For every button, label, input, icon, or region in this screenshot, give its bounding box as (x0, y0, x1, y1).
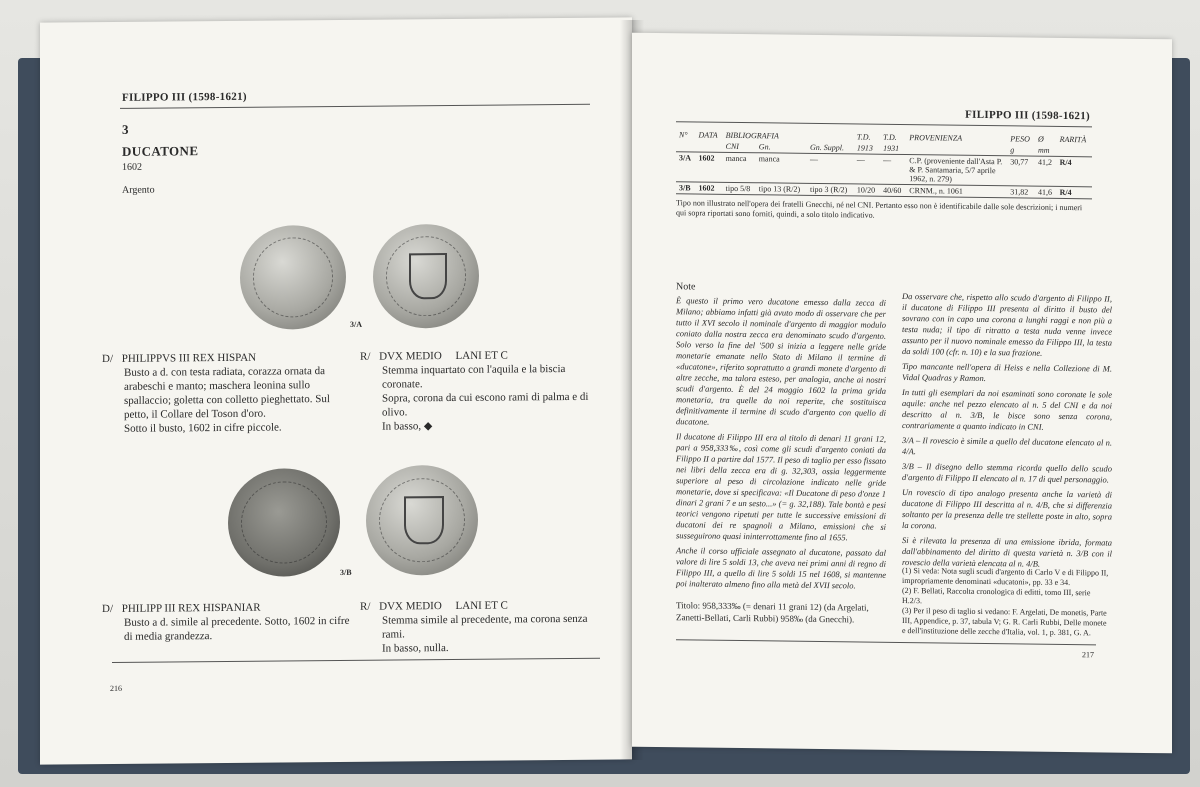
coin-3a-obverse-image (240, 225, 346, 330)
table-cell: 41,2 (1037, 157, 1052, 167)
table-subheader: 1931 (883, 143, 900, 153)
table-cell: CRNM., n. 1061 (909, 186, 963, 196)
obverse-mark: D/ (102, 602, 113, 616)
item-title: DUCATONE (122, 143, 199, 159)
table-header: PROVENIENZA (909, 133, 963, 143)
reverse-3b-text: Stemma simile al precedente, ma corona senza rami. (382, 612, 588, 641)
reverse-3b-description (360, 598, 590, 656)
table-subheader: 1913 (856, 143, 873, 153)
note-paragraph: Anche il corso ufficiale assegnato al ducatone, passato dal valore di lire 5 soldi 13, che aveva nei primi anni di regno di Filippo III, a quello di lire 5 soldi 15 nel 1608, si mantenne poi inalterato almeno fino alla metà del XVII secolo. (676, 545, 886, 591)
left-page (40, 17, 632, 764)
table-subheader: mm (1037, 145, 1050, 155)
table-footnote: Tipo non illustrato nell'opera dei fratelli Gnecchi, né nel CNI. Pertanto esso non è identificabile dalle sole descrizioni; i numeri qui sopra riportati sono forniti, quindi, a solo titolo indicativo. (676, 198, 1083, 220)
table-cell: manca (725, 153, 747, 164)
note-paragraph: È questo il primo vero ducatone emesso dalla zecca di Milano; abbiamo infatti già avuto modo di osservare che per tutto il XVI secolo il nominale d'argento di maggior modulo coniato dalla nostra zecca era denominato scudo d'argento. Solo verso la fine del '500 si inizia a leggere nelle gride monetarie emanate nello Stato di Milano il termine di «ducatone», riferito soprattutto a grandi monete d'argento di altre zecche, ma talora esteso, per analogia, anche ai nostri scudi d'argento. È del 24 maggio 1602 la prima grida monetaria, tra quelle da noi reperite, che sostituisca definitivamente il termine di scudo d'argento con quello di ducatone. (676, 295, 886, 427)
obverse-mark: D/ (102, 352, 113, 366)
table-header: T.D. (883, 132, 897, 142)
table-cell: 30,77 (1010, 157, 1029, 167)
table-subheader: g (1010, 145, 1015, 155)
coin-3b-obverse-image (228, 468, 340, 577)
footer-rule (676, 639, 1096, 645)
obverse-3a-legend: PHILIPPVS III REX HISPAN (121, 351, 257, 365)
coin-3a-reverse-image (373, 224, 479, 329)
note-paragraph: 3/A – Il rovescio è simile a quello del ducatone elencato al n. 4/A. (902, 435, 1112, 457)
footnotes (902, 566, 1112, 639)
right-page-header: FILIPPO III (1598-1621) (965, 108, 1090, 123)
obverse-3a-note: Sotto il busto, 1602 in cifre piccole. (124, 421, 282, 435)
note-paragraph: 3/B – Il disegno dello stemma ricorda quello dello scudo d'argento di Filippo II elencato al n. 17 di quel personaggio. (902, 461, 1112, 485)
table-subheader: Gn. Suppl. (810, 142, 844, 153)
footnote: (2) F. Bellati, Raccolta cronologica di editti, tomo III, serie H.2/3. (902, 586, 1091, 606)
reverse-3a-legend: DVX MEDIO LANI ET C (379, 349, 508, 363)
notes-column-2 (902, 291, 1112, 571)
reverse-3b-legend: DVX MEDIO LANI ET C (379, 599, 508, 613)
notes-column-1 (676, 295, 886, 592)
obverse-3b-text: Busto a d. simile al precedente. Sotto, 1602 in cifre di media grandezza. (124, 614, 350, 643)
page-number-left: 216 (110, 683, 122, 693)
table-cell: 41,6 (1037, 187, 1052, 197)
reverse-3a-text-2: Sopra, corona da cui escono rami di palma e di olivo. (382, 390, 589, 419)
table-subheader: Gn. (758, 142, 771, 152)
table-cell: — (856, 155, 865, 165)
table-header: Ø (1037, 134, 1044, 144)
item-year: 1602 (122, 161, 142, 173)
item-number: 3 (122, 121, 129, 137)
table-cell: 3/A (679, 153, 691, 163)
footnote: (3) Per il peso di taglio si vedano: F. Argelati, De monetis, Parte III, Appendice, p. 37, tabula V; G. R. Carli Rubbi, Delle monete e dell'instituzione delle zecche d'Italia, vol. 1, p. 381, G. A. (902, 606, 1107, 638)
bibliography-table (676, 129, 1092, 223)
table-cell: — (810, 154, 818, 164)
note-paragraph: Un rovescio di tipo analogo presenta anche la varietà di ducatone di Filippo III descritta al n. 4/B, che si differenzia soltanto per la presenza delle tre stellette poste in alto, sopra la corona. (902, 487, 1112, 531)
label-3a: 3/A (350, 319, 362, 329)
footnote: (1) Si veda: Nota sugli scudi d'argento di Carlo V e di Filippo II, impropriamente denominati «ducatoni», pp. 33 e 34. (902, 566, 1109, 588)
header-rule (120, 104, 590, 109)
header-rule (676, 121, 1092, 127)
footer-rule (112, 658, 600, 663)
table-cell: — (883, 155, 892, 165)
reverse-3a-note: In basso, ◆ (382, 420, 433, 433)
reverse-mark: R/ (360, 600, 371, 613)
coin-3b-reverse-image (366, 465, 478, 576)
table-cell: tipo 5/8 (725, 183, 751, 194)
reverse-3b-note: In basso, nulla. (382, 642, 449, 655)
table-cell: 1602 (698, 183, 715, 193)
obverse-3a-description (102, 350, 352, 436)
table-subheader: CNI (725, 141, 739, 152)
table-cell: tipo 13 (R/2) (758, 184, 801, 194)
table-cell: tipo 3 (R/2) (810, 184, 848, 195)
table-header: RARITÀ (1059, 134, 1087, 145)
note-paragraph: Da osservare che, rispetto allo scudo d'argento di Filippo II, il ducatone di Filippo III presenta al diritto il busto del sovrano con in capo una corona a lunghi raggi e non più a testa nuda; il tipo di ritratto a testa nuda venne invece assunto per il nuovo nominale emesso da Filippo III, la testa da soldi 100 (cfr. n. 10) e la sua frazione. (902, 291, 1112, 358)
note-paragraph: Tipo mancante nell'opera di Heiss e nella Collezione di M. Vidal Quadras y Ramon. (902, 361, 1112, 384)
table-cell: R/4 (1059, 157, 1072, 168)
table-cell: R/4 (1059, 187, 1072, 198)
notes-title: Note (676, 281, 696, 293)
note-paragraph: In tutti gli esemplari da noi esaminati sono coronate le sole aquile: anche nel pezzo elencato al n. 5 del CNI e da noi descritto al n. 3/B, le bisce sono senza corona, contrariamente a quanto indicato in CNI. (902, 387, 1112, 432)
reverse-3a-description (360, 348, 590, 434)
left-page-header: FILIPPO III (1598-1621) (122, 90, 247, 104)
reverse-3a-text: Stemma inquartato con l'aquila e la biscia coronate. (382, 362, 566, 391)
bibliography-table-grid (676, 129, 1092, 199)
right-page (632, 33, 1172, 754)
obverse-3a-text: Busto a d. con testa radiata, corazza ornata da arabeschi e manto; maschera leonina sullo spallaccio; goletta con colletto pieghettato. Sul petto, il Collare del Toson d'oro. (124, 365, 330, 421)
note-paragraph: Il ducatone di Filippo III era al titolo di denari 11 grani 12, pari a 958,333‰, così come gli scudi d'argento coniati da Filippo II a partire dal 1577. Il peso di taglio per esso fissato nei libri della zecca era di g. 32,303, ossia leggermente superiore al peso di circolazione indicato nelle gride monetarie, dove si specificava: «Il Ducatone di peso d'onze 1 dinari 2 grani 7 e un sesto...» (= g. 32,188). Tale bontà e pesi teorici vengono ripetuti per tutte le successive emissioni di ducatoni dei re spagnoli a Milano, emissioni che si susseguirono quasi ininterrottamente fino al 1655. (676, 431, 886, 543)
page-number-right: 217 (1082, 650, 1094, 660)
label-3b: 3/B (340, 567, 352, 577)
table-cell: manca (758, 154, 780, 164)
table-cell: 31,82 (1010, 187, 1029, 197)
table-header: N° (679, 130, 688, 140)
obverse-3b-legend: PHILIPP III REX HISPANIAR (121, 601, 261, 615)
table-cell: 10/20 (856, 185, 876, 195)
table-header: DATA (698, 130, 718, 140)
note-paragraph: Si è rilevata la presenza di una emissione ibrida, formata dall'abbinamento del diritto di questa varietà n. 3/B con il rovescio della varietà elencata al n. 4/B. (902, 535, 1112, 569)
item-metal: Argento (122, 184, 155, 196)
table-cell: 1602 (698, 153, 715, 163)
table-header: BIBLIOGRAFIA (725, 130, 779, 141)
table-cell: 3/B (679, 183, 691, 193)
reverse-mark: R/ (360, 350, 371, 363)
obverse-3b-description (102, 600, 352, 644)
table-header: T.D. (856, 132, 871, 142)
table-cell: C.P. (proveniente dall'Asta P. & P. Santamaria, 5/7 aprile 1962, n. 279) (909, 156, 1003, 184)
titolo-note: Titolo: 958,333‰ (= denari 11 grani 12) (da Argelati, Zanetti-Bellati, Carli Rubbi) 958‰ (da Gnecchi). (676, 600, 869, 625)
table-header: PESO (1010, 134, 1030, 144)
table-cell: 40/60 (883, 185, 902, 195)
